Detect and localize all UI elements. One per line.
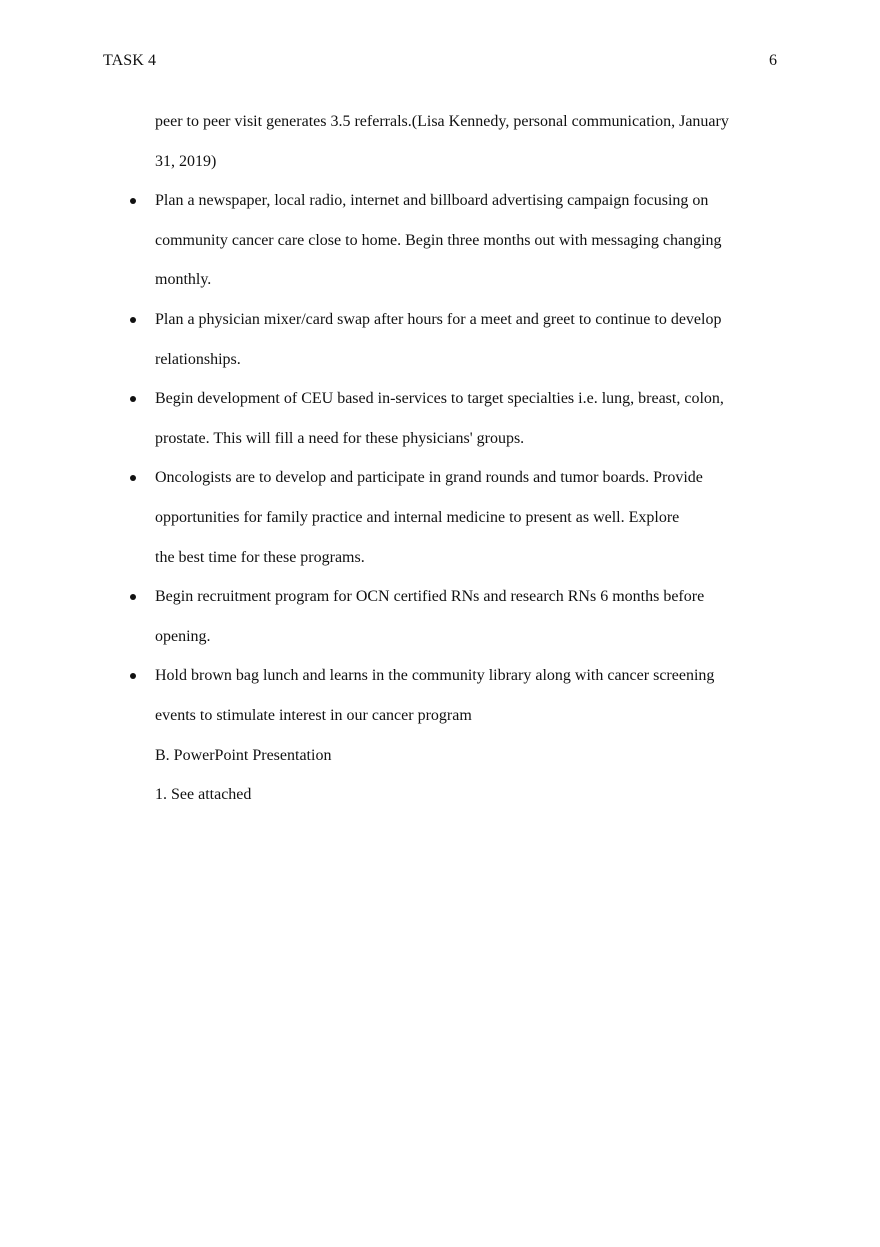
- bullet-item-line: prostate. This will fill a need for these physicians' groups.: [155, 429, 525, 447]
- bullet-item-line: opportunities for family practice and internal medicine to present as well. Explore: [155, 508, 680, 526]
- bullet-item-line: Begin development of CEU based in-services to target specialties i.e. lung, breast, colon,: [155, 379, 795, 419]
- bullet-item-line: Hold brown bag lunch and learns in the community library along with cancer screening: [155, 656, 795, 696]
- bullet-item-line: community cancer care close to home. Begin three months out with messaging changing: [155, 231, 722, 249]
- paragraph-line: peer to peer visit generates 3.5 referrals.(Lisa Kennedy, personal communication, January: [155, 113, 729, 130]
- body-text: [155, 102, 795, 815]
- bullet-item-line: the best time for these programs.: [155, 548, 365, 566]
- running-head: TASK 4: [103, 52, 157, 69]
- section-heading: B. PowerPoint Presentation: [155, 746, 332, 764]
- paragraph-line: 31, 2019): [155, 152, 217, 170]
- bullet-item-line: Oncologists are to develop and participate in grand rounds and tumor boards. Provide: [155, 458, 795, 498]
- bullet-item-line: Plan a newspaper, local radio, internet and billboard advertising campaign focusing on: [155, 181, 795, 221]
- page-number: 6: [769, 52, 777, 69]
- bullet-item-line: Plan a physician mixer/card swap after hours for a meet and greet to continue to develop: [155, 300, 795, 340]
- bullet-item-line: relationships.: [155, 350, 241, 368]
- bullet-item-line: events to stimulate interest in our cancer program: [155, 706, 472, 724]
- bullet-item-line: opening.: [155, 627, 211, 645]
- bullet-item-line: Begin recruitment program for OCN certified RNs and research RNs 6 months before: [155, 577, 795, 617]
- section-item: 1. See attached: [155, 786, 252, 804]
- bullet-item-line: monthly.: [155, 271, 212, 289]
